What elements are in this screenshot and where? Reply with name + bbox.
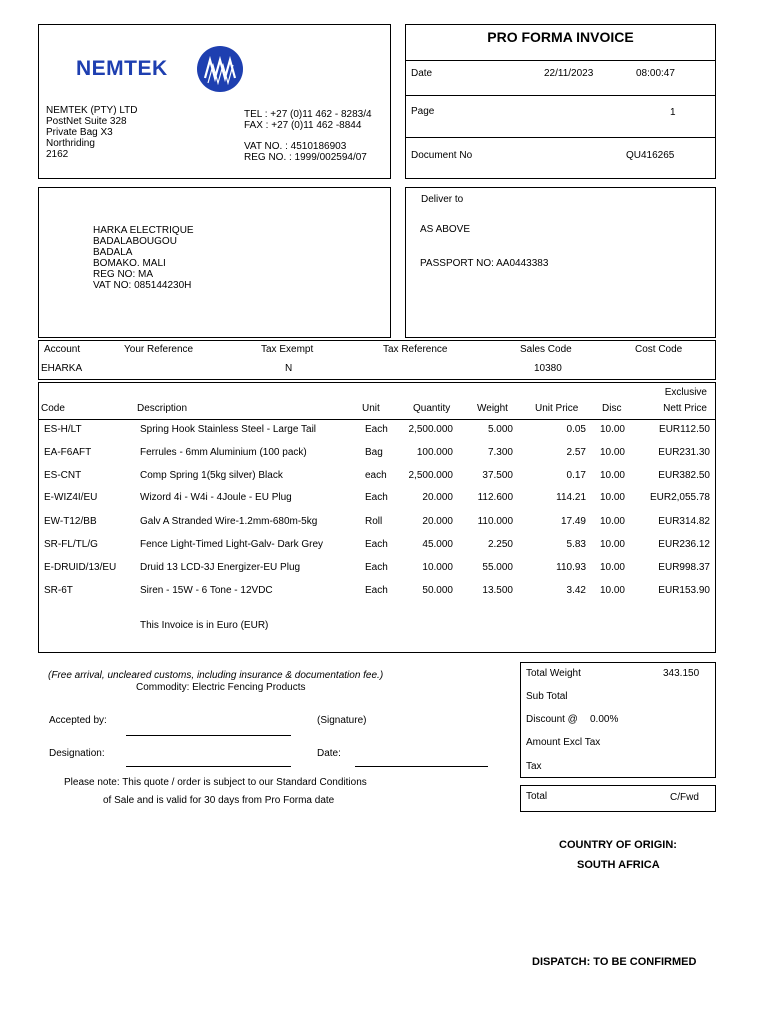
- total-weight-value: 343.150: [663, 668, 700, 679]
- accepted-by-line: [126, 735, 291, 736]
- item-code: ES-CNT: [44, 470, 82, 481]
- item-description: Siren - 15W - 6 Tone - 12VDC: [140, 585, 273, 596]
- customer-line: VAT NO: 085144230H: [93, 280, 192, 291]
- your-reference-header: Your Reference: [124, 344, 194, 355]
- table-row: [40, 424, 716, 444]
- invoice-title: PRO FORMA INVOICE: [487, 29, 634, 45]
- table-row: [40, 516, 716, 536]
- tax-label: Tax: [526, 761, 542, 772]
- page-number: 1: [670, 107, 676, 118]
- terms-note-2: of Sale and is valid for 30 days from Pro Forma date: [103, 795, 335, 806]
- company-vat: VAT NO. : 4510186903: [244, 141, 347, 152]
- customer-line: REG NO: MA: [93, 269, 154, 280]
- customer-box: [38, 187, 391, 338]
- quantity-header: Quantity: [413, 403, 451, 414]
- document-number: QU416265: [626, 150, 675, 161]
- item-description: Fence Light-Timed Light-Galv- Dark Grey: [140, 539, 324, 550]
- item-nett-price: EUR998.37: [658, 562, 710, 573]
- discount-label: Discount @: [526, 714, 578, 725]
- item-quantity: 50.000: [422, 585, 453, 596]
- item-discount: 10.00: [599, 539, 625, 550]
- item-quantity: 45.000: [422, 539, 453, 550]
- item-weight: 5.000: [487, 424, 513, 435]
- discount-value: 0.00%: [590, 714, 619, 725]
- item-unit: each: [365, 470, 387, 481]
- item-unit-price: 110.93: [556, 562, 586, 573]
- code-header: Code: [41, 403, 65, 414]
- customer-line: BADALABOUGOU: [93, 236, 177, 247]
- document-number-label: Document No: [411, 150, 473, 161]
- item-weight: 37.500: [482, 470, 513, 481]
- item-description: Wizord 4i - W4i - 4Joule - EU Plug: [140, 492, 292, 503]
- item-nett-price: EUR153.90: [658, 585, 710, 596]
- item-quantity: 10.000: [422, 562, 453, 573]
- date-line: [355, 766, 488, 767]
- logo-text: NEMTEK: [76, 57, 168, 80]
- item-description: Spring Hook Stainless Steel - Large Tail: [140, 424, 317, 435]
- item-discount: 10.00: [599, 447, 625, 458]
- sales-code-value: 10380: [534, 363, 562, 374]
- item-unit: Each: [365, 492, 388, 503]
- item-unit-price: 114.21: [556, 492, 586, 503]
- item-code: SR-FL/TL/G: [44, 539, 98, 550]
- page-label: Page: [411, 106, 435, 117]
- item-weight: 55.000: [482, 562, 513, 573]
- item-code: E-DRUID/13/EU: [44, 562, 117, 573]
- passport-number: PASSPORT NO: AA0443383: [420, 258, 549, 269]
- item-weight: 110.000: [477, 516, 513, 527]
- item-description: Ferrules - 6mm Aluminium (100 pack): [140, 447, 307, 458]
- table-row: [40, 470, 716, 490]
- terms-note-1: Please note: This quote / order is subject to our Standard Conditions: [64, 777, 367, 788]
- item-nett-price: EUR382.50: [658, 470, 710, 481]
- table-header-divider: [38, 419, 716, 420]
- table-row: [40, 562, 716, 582]
- disc-header: Disc: [602, 403, 622, 414]
- item-discount: 10.00: [599, 492, 625, 503]
- date-field-label: Date:: [317, 748, 341, 759]
- item-unit-price: 5.83: [566, 539, 586, 550]
- item-nett-price: EUR236.12: [658, 539, 710, 550]
- item-weight: 7.300: [487, 447, 513, 458]
- sales-code-header: Sales Code: [520, 344, 572, 355]
- company-logo: [76, 44, 246, 94]
- item-unit: Each: [365, 424, 388, 435]
- currency-note: This Invoice is in Euro (EUR): [140, 620, 269, 631]
- tax-exempt-value: N: [285, 363, 293, 374]
- company-address: [46, 105, 137, 160]
- item-code: EW-T12/BB: [44, 516, 97, 527]
- amount-excl-tax-label: Amount Excl Tax: [526, 737, 601, 748]
- item-unit-price: 0.05: [566, 424, 586, 435]
- account-header: Account: [44, 344, 81, 355]
- item-quantity: 20.000: [422, 492, 453, 503]
- company-fax: FAX : +27 (0)11 462 -8844: [244, 120, 362, 131]
- company-tel: TEL : +27 (0)11 462 - 8283/4: [244, 109, 372, 120]
- item-discount: 10.00: [599, 424, 625, 435]
- total-weight-label: Total Weight: [526, 668, 581, 679]
- exclusive-header: Exclusive: [664, 387, 707, 398]
- tax-reference-header: Tax Reference: [383, 344, 448, 355]
- company-line: NEMTEK (PTY) LTD: [46, 105, 138, 116]
- item-weight: 13.500: [482, 585, 513, 596]
- item-code: E-WIZ4I/EU: [44, 492, 98, 503]
- item-discount: 10.00: [599, 585, 625, 596]
- nett-price-header: Nett Price: [663, 403, 707, 414]
- signature-label: (Signature): [317, 715, 367, 726]
- dispatch-note: DISPATCH: TO BE CONFIRMED: [532, 956, 697, 968]
- item-unit: Each: [365, 562, 388, 573]
- total-label: Total: [526, 791, 548, 802]
- item-nett-price: EUR2,055.78: [649, 492, 710, 503]
- deliver-label: Deliver to: [421, 194, 464, 205]
- item-discount: 10.00: [599, 470, 625, 481]
- item-weight: 2.250: [487, 539, 513, 550]
- free-arrival-note: (Free arrival, uncleared customs, including insurance & documentation fee.): [48, 670, 384, 681]
- item-unit: Each: [365, 585, 388, 596]
- item-quantity: 20.000: [422, 516, 453, 527]
- date-value: 22/11/2023: [544, 68, 594, 79]
- item-nett-price: EUR231.30: [658, 447, 710, 458]
- accepted-by-label: Accepted by:: [49, 715, 107, 726]
- weight-header: Weight: [477, 403, 508, 414]
- item-quantity: 2,500.000: [408, 424, 453, 435]
- item-discount: 10.00: [599, 562, 625, 573]
- item-description: Galv A Stranded Wire-1.2mm-680m-5kg: [140, 516, 318, 527]
- designation-line: [126, 766, 291, 767]
- designation-label: Designation:: [49, 748, 105, 759]
- description-header: Description: [137, 403, 188, 414]
- item-unit-price: 2.57: [566, 447, 586, 458]
- divider: [405, 60, 716, 61]
- account-value: EHARKA: [41, 363, 83, 374]
- commodity-note: Commodity: Electric Fencing Products: [136, 682, 306, 693]
- item-unit-price: 17.49: [560, 516, 586, 527]
- company-line: Private Bag X3: [46, 127, 113, 138]
- item-nett-price: EUR314.82: [658, 516, 710, 527]
- divider: [405, 95, 716, 96]
- company-line: Northriding: [46, 138, 95, 149]
- table-row: [40, 585, 716, 605]
- tax-exempt-header: Tax Exempt: [261, 344, 314, 355]
- table-row: [40, 539, 716, 559]
- item-unit: Bag: [365, 447, 383, 458]
- country-of-origin: SOUTH AFRICA: [577, 859, 660, 871]
- time-value: 08:00:47: [636, 68, 675, 79]
- item-unit: Each: [365, 539, 388, 550]
- cost-code-header: Cost Code: [635, 344, 683, 355]
- item-unit: Roll: [365, 516, 383, 527]
- item-weight: 112.600: [477, 492, 513, 503]
- item-description: Comp Spring 1(5kg silver) Black: [140, 470, 283, 481]
- item-code: ES-H/LT: [44, 424, 82, 435]
- customer-line: BOMAKO. MALI: [93, 258, 166, 269]
- item-description: Druid 13 LCD-3J Energizer-EU Plug: [140, 562, 301, 573]
- company-line: PostNet Suite 328: [46, 116, 127, 127]
- divider: [405, 137, 716, 138]
- table-row: [40, 492, 716, 512]
- item-quantity: 2,500.000: [408, 470, 453, 481]
- item-code: EA-F6AFT: [44, 447, 92, 458]
- unit-price-header: Unit Price: [535, 403, 579, 414]
- date-label: Date: [411, 68, 433, 79]
- item-discount: 10.00: [599, 516, 625, 527]
- sub-total-label: Sub Total: [526, 691, 568, 702]
- table-row: [40, 447, 716, 467]
- company-line: 2162: [46, 149, 69, 160]
- country-of-origin-label: COUNTRY OF ORIGIN:: [559, 839, 677, 851]
- customer-line: HARKA ELECTRIQUE: [93, 225, 194, 236]
- item-unit-price: 3.42: [566, 585, 586, 596]
- customer-line: BADALA: [93, 247, 133, 258]
- logo-emblem-icon: [195, 44, 245, 94]
- company-reg: REG NO. : 1999/002594/07: [244, 152, 367, 163]
- item-nett-price: EUR112.50: [659, 424, 710, 435]
- deliver-line: AS ABOVE: [420, 224, 471, 235]
- unit-header: Unit: [362, 403, 380, 414]
- item-code: SR-6T: [44, 585, 73, 596]
- item-quantity: 100.000: [416, 447, 453, 458]
- customer-address: [93, 225, 194, 291]
- item-unit-price: 0.17: [566, 470, 586, 481]
- total-value: C/Fwd: [670, 792, 699, 803]
